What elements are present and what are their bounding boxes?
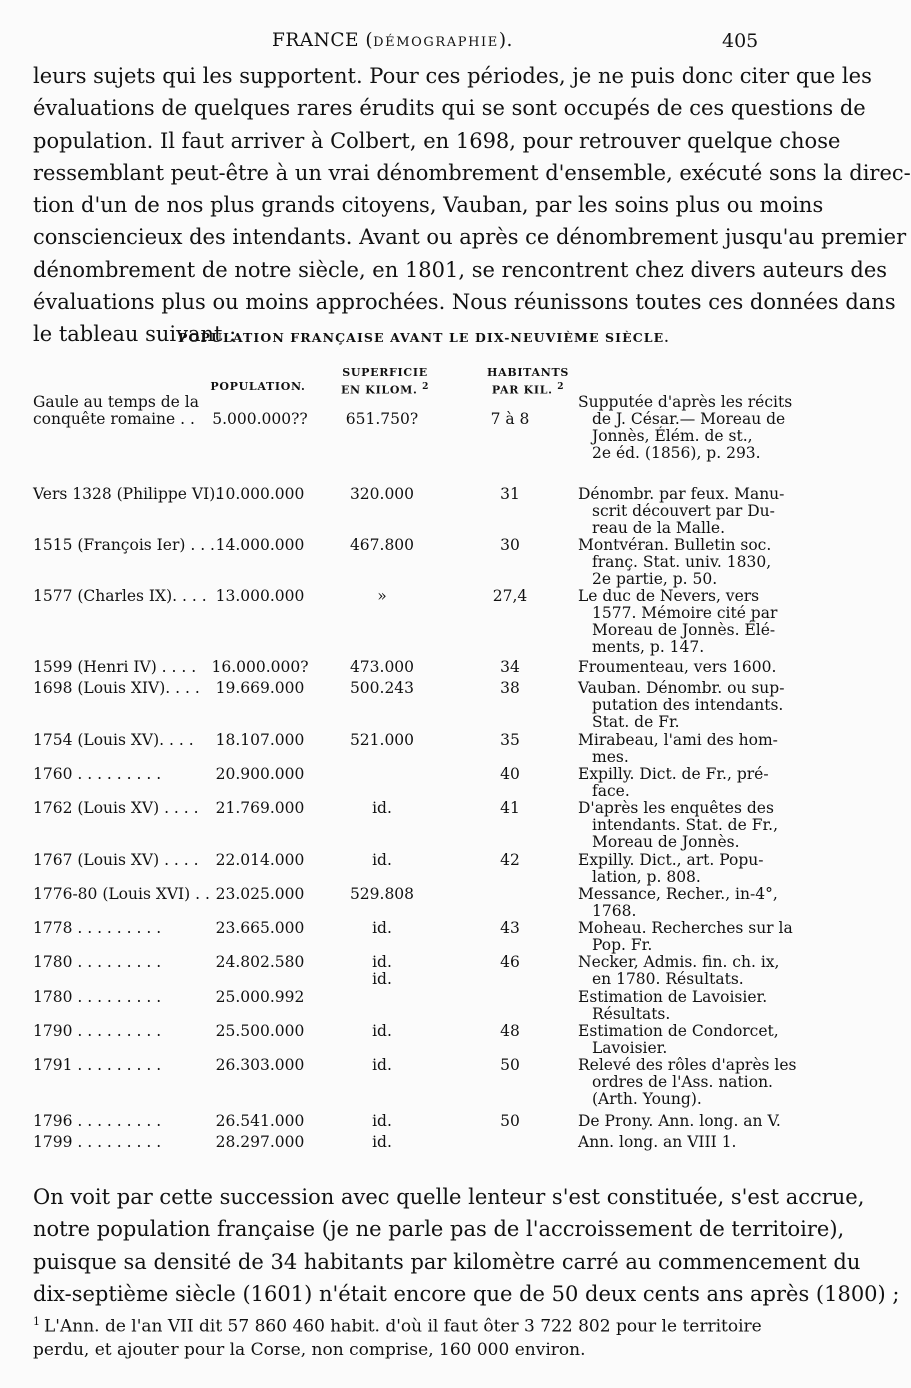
row-period <box>33 1134 208 1151</box>
row-habitants: 46 <box>500 953 520 971</box>
row-period <box>33 954 208 971</box>
row-population: 28.297.000 <box>215 1133 305 1151</box>
intro-line: évaluations plus ou moins approchées. Nous réunissons toutes ces données dans <box>33 290 896 315</box>
period-line: 1799 . . . . . . . . . <box>33 1133 162 1151</box>
row-source <box>578 731 778 766</box>
source-line: Montvéran. Bulletin soc. <box>578 536 772 554</box>
source-line: D'après les enquêtes des <box>578 799 774 817</box>
source-line: Lavoisier. <box>592 1039 668 1057</box>
period-line: 1754 (Louis XV). . . . <box>33 731 194 749</box>
intro-line: consciencieux des intendants. Avant ou après ce dénombrement jusqu'au premier <box>33 225 907 250</box>
row-habitants: 31 <box>500 485 520 503</box>
source-line: Supputée d'après les récits <box>578 393 793 411</box>
row-population: 19.669.000 <box>215 679 305 697</box>
row-population: 5.000.000?? <box>212 410 308 428</box>
row-population: 25.500.000 <box>215 1022 305 1040</box>
source-line: reau de la Malle. <box>592 519 726 537</box>
footnote <box>33 1310 773 1362</box>
running-title-small-caps: DÉMOGRAPHIE <box>373 35 499 50</box>
row-period <box>33 659 208 676</box>
intro-paragraph <box>33 60 911 351</box>
conclusion-line: On voit par cette succession avec quelle lenteur s'est constituée, s'est accrue, <box>33 1185 865 1209</box>
source-line: Relevé des rôles d'après les <box>578 1056 797 1074</box>
row-population: 23.665.000 <box>215 919 305 937</box>
row-population: 16.000.000? <box>211 658 309 676</box>
row-superficie: 529.808 <box>349 885 415 903</box>
period-line: 1780 . . . . . . . . . <box>33 953 162 971</box>
column-header-population: POPULATION. <box>210 380 306 393</box>
row-period <box>33 1023 208 1040</box>
source-line: Moheau. Recherches sur la <box>578 919 793 937</box>
row-superficie: id. <box>372 799 392 817</box>
row-population: 26.303.000 <box>215 1056 305 1074</box>
row-population: 20.900.000 <box>215 765 305 783</box>
source-line: 2e partie, p. 50. <box>592 570 718 588</box>
row-superficie: id. <box>372 970 392 988</box>
row-source <box>578 1056 797 1108</box>
row-habitants: 43 <box>500 919 520 937</box>
conclusion-paragraph <box>33 1181 900 1310</box>
source-line: de J. César.— Moreau de <box>592 410 786 428</box>
source-line: Expilly. Dict., art. Popu- <box>578 851 764 869</box>
row-population: 22.014.000 <box>215 851 305 869</box>
row-habitants: 42 <box>500 851 520 869</box>
period-line: 1767 (Louis XV) . . . . <box>33 851 199 869</box>
source-line: franç. Stat. univ. 1830, <box>592 553 772 571</box>
row-source <box>578 1112 781 1130</box>
source-line: Moreau de Jonnès. Élé- <box>592 621 776 639</box>
row-habitants: 35 <box>500 731 520 749</box>
row-period <box>33 536 215 554</box>
source-line: en 1780. Résultats. <box>592 970 744 988</box>
footnote-line <box>33 1339 773 1362</box>
row-period <box>33 394 208 428</box>
source-line: Le duc de Nevers, vers <box>578 587 760 605</box>
row-population: 13.000.000 <box>215 587 305 605</box>
row-population: 18.107.000 <box>215 731 305 749</box>
source-line: Résultats. <box>592 1005 671 1023</box>
source-line: Stat. de Fr. <box>592 713 680 731</box>
period-line: 1790 . . . . . . . . . <box>33 1022 162 1040</box>
source-line: Ann. long. an VIII 1. <box>578 1133 737 1151</box>
row-habitants: 40 <box>500 765 520 783</box>
intro-line: le tableau suivant : <box>33 322 237 347</box>
row-habitants: 48 <box>500 1022 520 1040</box>
row-period <box>33 1113 208 1130</box>
source-line: ments, p. 147. <box>592 638 705 656</box>
source-line: putation des intendants. <box>592 696 784 714</box>
row-superficie: 651.750? <box>345 410 419 428</box>
source-line: Moreau de Jonnès. <box>592 833 740 851</box>
source-line: Pop. Fr. <box>592 936 653 954</box>
row-period <box>33 886 208 903</box>
row-period <box>33 800 208 817</box>
column-header-superficie: SUPERFICIE EN KILOM. $^2$ <box>340 366 430 397</box>
row-habitants: 50 <box>500 1112 520 1130</box>
period-line: 1515 (François Ier) . . . <box>33 536 215 554</box>
row-population: 23.025.000 <box>215 885 305 903</box>
source-line: mes. <box>592 748 629 766</box>
row-superficie: id. <box>372 953 392 971</box>
row-population: 24.802.580 <box>215 953 305 971</box>
row-habitants: 41 <box>500 799 520 817</box>
row-habitants: 27,4 <box>492 587 528 605</box>
conclusion-line: puisque sa densité de 34 habitants par kilomètre carré au commencement du <box>33 1249 861 1274</box>
footnote-mark: 1 <box>33 1315 40 1328</box>
source-line: Estimation de Condorcet, <box>578 1022 779 1040</box>
source-line: Dénombr. par feux. Manu- <box>578 485 785 503</box>
intro-line: évaluations de quelques rares érudits qui se sont occupés de ces questions de <box>33 96 866 121</box>
row-source <box>578 1022 779 1057</box>
period-line: 1796 . . . . . . . . . <box>33 1112 162 1130</box>
row-source <box>578 393 793 462</box>
row-source <box>578 953 780 988</box>
row-source <box>578 919 793 954</box>
page-number: 405 <box>722 30 759 52</box>
source-line: ordres de l'Ass. nation. <box>592 1073 773 1091</box>
period-line: 1778 . . . . . . . . . <box>33 919 162 937</box>
source-line: scrit découvert par Du- <box>592 502 775 520</box>
row-habitants: 34 <box>500 658 520 676</box>
row-source <box>578 587 778 656</box>
row-period <box>33 766 208 783</box>
row-source <box>578 799 779 851</box>
row-source <box>578 852 763 886</box>
row-habitants: 50 <box>500 1056 520 1074</box>
row-superficie: id. <box>372 1112 392 1130</box>
row-period <box>33 1057 208 1074</box>
row-superficie: id. <box>372 1133 392 1151</box>
source-line: lation, p. 808. <box>592 868 701 886</box>
source-line: Froumenteau, vers 1600. <box>578 658 777 676</box>
column-header-habitants: HABITANTS PAR KIL. $^2$ <box>487 366 569 397</box>
row-superficie: 467.800 <box>349 536 415 554</box>
conclusion-line: dix-septième siècle (1601) n'était encore que de 50 deux cents ans après (1800) ; <box>33 1281 900 1306</box>
intro-line: dénombrement de notre siècle, en 1801, se rencontrent chez divers auteurs des <box>33 257 888 282</box>
row-superficie: id. <box>372 1056 392 1074</box>
source-line: 1577. Mémoire cité par <box>592 604 778 622</box>
row-source <box>578 765 769 800</box>
intro-line: leurs sujets qui les supportent. Pour ces périodes, je ne puis donc citer que les <box>33 64 872 88</box>
row-population: 21.769.000 <box>215 799 305 817</box>
row-population: 10.000.000 <box>215 485 305 503</box>
intro-line: population. Il faut arriver à Colbert, en 1698, pour retrouver quelque chose <box>33 128 841 153</box>
row-period <box>33 920 208 937</box>
period-line: Gaule au temps de la <box>33 393 199 411</box>
row-superficie: 320.000 <box>349 485 415 503</box>
row-population: 26.541.000 <box>215 1112 305 1130</box>
period-line: 1762 (Louis XV) . . . . <box>33 799 199 817</box>
row-superficie: 500.243 <box>349 679 415 697</box>
source-line: Mirabeau, l'ami des hom- <box>578 731 778 749</box>
period-line: 1577 (Charles IX). . . . <box>33 587 207 605</box>
intro-line: ressemblant peut-être à un vrai dénombrement d'ensemble, exécuté sons la direc- <box>33 160 911 185</box>
row-source <box>578 485 785 537</box>
source-line: De Prony. Ann. long. an V. <box>578 1112 781 1130</box>
row-period <box>33 732 208 749</box>
source-line: face. <box>592 782 630 800</box>
source-line: Expilly. Dict. de Fr., pré- <box>578 765 769 783</box>
row-habitants: 30 <box>500 536 520 554</box>
period-line: 1791 . . . . . . . . . <box>33 1056 162 1074</box>
row-source <box>578 536 772 588</box>
source-line: Necker, Admis. fin. ch. ix, <box>578 953 780 971</box>
source-line: Vauban. Dénombr. ou sup- <box>578 679 785 697</box>
row-period <box>33 588 208 605</box>
source-line: Estimation de Lavoisier. <box>578 988 768 1006</box>
row-superficie: id. <box>372 919 392 937</box>
row-superficie: 521.000 <box>349 731 415 749</box>
row-habitants: 7 à 8 <box>490 410 530 428</box>
period-line: 1760 . . . . . . . . . <box>33 765 162 783</box>
running-head <box>0 30 800 56</box>
row-source <box>578 1134 763 1151</box>
period-line: 1780 . . . . . . . . . <box>33 988 162 1006</box>
source-line: 1768. <box>592 902 637 920</box>
footnote-text: L'Ann. de l'an VII dit 57 860 460 habit. d'où il faut ôter 3 722 802 pour le territoire <box>44 1316 762 1337</box>
row-period <box>33 485 221 503</box>
row-source <box>578 658 777 676</box>
row-population: 14.000.000 <box>215 536 305 554</box>
row-source <box>578 885 778 920</box>
period-line: conquête romaine . . <box>33 410 195 428</box>
source-line: 2e éd. (1856), p. 293. <box>592 444 761 462</box>
table-title: POPULATION FRANÇAISE AVANT LE DIX-NEUVIÈME SIÈCLE. <box>178 330 670 345</box>
row-source <box>578 679 785 731</box>
period-line: 1698 (Louis XIV). . . . <box>33 679 200 697</box>
row-superficie: id. <box>372 1022 392 1040</box>
row-source <box>578 988 768 1023</box>
source-line: Messance, Recher., in-4°, <box>578 885 778 903</box>
row-population: 25.000.992 <box>215 988 305 1006</box>
period-line: 1599 (Henri IV) . . . . <box>33 658 197 676</box>
conclusion-line: notre population française (je ne parle pas de l'accroissement de territoire), <box>33 1217 845 1242</box>
row-superficie: » <box>377 587 387 605</box>
source-line: (Arth. Young). <box>592 1090 702 1108</box>
row-period <box>33 989 208 1006</box>
row-period <box>33 852 208 869</box>
row-period <box>33 680 208 697</box>
source-line: intendants. Stat. de Fr., <box>592 816 779 834</box>
period-line: 1776-80 (Louis XVI) . . <box>33 885 210 903</box>
row-superficie: id. <box>372 851 392 869</box>
row-habitants: 38 <box>500 679 520 697</box>
running-title: FRANCE (DÉMOGRAPHIE). <box>272 30 513 51</box>
intro-line: tion d'un de nos plus grands citoyens, Vauban, par les soins plus ou moins <box>33 193 824 218</box>
period-line: Vers 1328 (Philippe VI). <box>33 485 221 503</box>
row-superficie: 473.000 <box>349 658 415 676</box>
footnote-line <box>33 1310 773 1339</box>
source-line: Jonnès, Élém. de st., <box>592 427 753 445</box>
footnote-text: perdu, et ajouter pour la Corse, non comprise, 160 000 environ. <box>33 1339 586 1360</box>
